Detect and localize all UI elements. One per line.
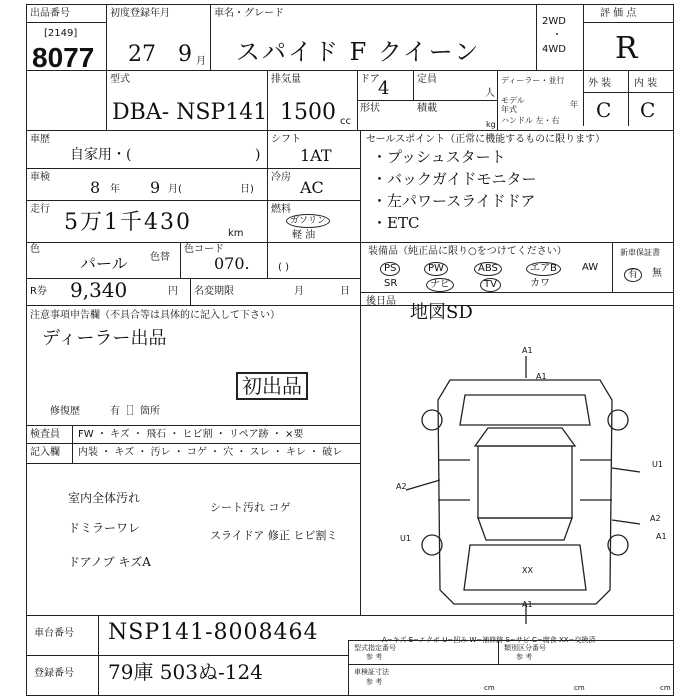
capacity-unit: 人 — [485, 88, 495, 99]
equip-ps: PS — [380, 262, 400, 276]
sales-point: ・バックガイドモニター — [372, 170, 537, 188]
model-name: スパイド F クイーン — [236, 38, 481, 66]
reg-label: 登録番号 — [34, 668, 74, 679]
size-label: 車検証寸法 — [354, 668, 389, 676]
equip-aw: AW — [582, 262, 599, 273]
equip-pw: PW — [424, 262, 448, 276]
color-label: 色 — [30, 244, 40, 255]
lot-label: 出品番号 — [30, 8, 70, 19]
fuel-label: 燃料 — [271, 204, 291, 215]
damage-mark: U1 — [400, 534, 411, 543]
inspection-year-suffix: 年 — [110, 184, 120, 195]
fuel-paren: ( ) — [278, 262, 289, 273]
remark: ドアノブ キズA — [68, 555, 151, 569]
equip-leather: カワ — [530, 278, 550, 289]
after-label: 後日品 — [366, 296, 396, 307]
grade-label: 評 価 点 — [600, 8, 637, 19]
type-label: 型式 — [110, 74, 130, 85]
chassis-value: NSP141-8008464 — [108, 620, 319, 645]
class-label: 類別区分番号 — [504, 644, 546, 652]
doors-label: ドア — [360, 74, 380, 85]
notes-value: ディーラー出品 — [42, 328, 167, 349]
size-unit: cm — [484, 684, 495, 692]
fuel-gasoline: ガソリン — [286, 214, 330, 228]
shift-label: シフト — [271, 134, 301, 145]
drive-dot: ・ — [552, 30, 562, 41]
remark: 室内全体汚れ — [68, 491, 141, 505]
recycle-unit: 円 — [168, 286, 178, 297]
remark: シート汚れ コゲ — [210, 501, 291, 514]
history-close: ) — [255, 147, 261, 163]
handle-label: ハンドル 左・右 — [501, 116, 560, 125]
interior-label: 内 装 — [634, 78, 658, 89]
history-label: 車歴 — [30, 134, 50, 145]
capacity-label: 定員 — [417, 74, 437, 85]
lot-sub: [2149] — [44, 28, 78, 39]
model-year-unit: 年 — [570, 100, 578, 109]
ac-value: AC — [300, 178, 324, 197]
recycle-value: 9,340 — [70, 278, 128, 302]
color-code-value: 070. — [214, 254, 250, 273]
load-unit: kg — [486, 120, 496, 129]
size-unit: cm — [574, 684, 585, 692]
first-reg-label: 初度登録年月 — [110, 8, 170, 19]
damage-mark: A2 — [650, 514, 661, 523]
damage-mark: U1 — [652, 460, 663, 469]
drive-2wd: 2WD — [542, 16, 566, 27]
inspector-items: FW ・ キズ ・ 飛石 ・ ヒビ割 ・ リペア跡 ・ ×要 — [78, 429, 304, 440]
sales-point: ・左パワースライドドア — [372, 192, 536, 210]
ac-label: 冷房 — [271, 172, 291, 183]
warranty-no: 無 — [652, 268, 662, 279]
displacement-label: 排気量 — [271, 74, 301, 85]
first-reg-year: 27 — [128, 42, 156, 67]
repair-label: 修復歴 — [50, 406, 80, 417]
shift-value: 1AT — [300, 146, 332, 165]
inspection-month: 9 — [150, 178, 161, 197]
drive-4wd: 4WD — [542, 44, 566, 55]
inspector-label: 検査員 — [30, 429, 60, 440]
equip-navi: ナビ — [426, 278, 454, 292]
first-listing-stamp: 初出品 — [236, 372, 308, 400]
mileage-unit: km — [228, 228, 244, 239]
equip-airbag: エアB — [526, 262, 561, 276]
color-code-label: 色コード — [184, 244, 224, 255]
damage-mark: A1 — [536, 372, 547, 381]
load-label: 積載 — [417, 103, 437, 114]
expiry-month: 月 — [294, 286, 304, 297]
grade-value: R — [615, 31, 638, 66]
sales-label: セールスポイント（正常に機能するものに限ります） — [366, 134, 606, 145]
mileage-value: 5万1千430 — [64, 210, 192, 235]
inspection-day-suffix: 日) — [240, 184, 254, 195]
repair-close: ］箇所 — [130, 406, 160, 417]
recycle-label: R券 — [30, 286, 47, 297]
equipment-label: 装備品（純正品に限り○をつけてください） — [368, 246, 567, 257]
damage-legend: A−キズ E−エクボ U−凹み W−補修跡 S−サビ C−腐食 XX−交換済 — [382, 636, 596, 644]
interior-grade: C — [640, 98, 656, 122]
damage-mark: A2 — [396, 482, 407, 491]
model-type-label: 型式指定番号 — [354, 644, 396, 652]
color-no-label: 色替 — [150, 252, 170, 263]
warranty-label: 新車保証書 — [620, 248, 660, 257]
inspection-year: 8 — [90, 178, 101, 197]
class-sub: 参 考 — [516, 653, 533, 661]
size-sub: 参 考 — [366, 678, 383, 686]
writer-label: 記入欄 — [30, 447, 60, 458]
dealer-label: ディーラー・並行 — [501, 76, 565, 85]
inspection-label: 車検 — [30, 172, 50, 183]
notes-label: 注意事項申告欄（不具合等は具体的に記入して下さい） — [30, 310, 280, 321]
model-name-label: 車名・グレード — [214, 8, 284, 19]
size-unit: cm — [660, 684, 671, 692]
model-type-sub: 参 考 — [366, 653, 383, 661]
history-value: 自家用・( — [70, 147, 132, 163]
reg-value: 79庫 503ぬ-124 — [108, 660, 263, 684]
color-value: パール — [80, 254, 128, 273]
month-suffix: 月 — [196, 56, 206, 67]
mileage-label: 走行 — [30, 204, 50, 215]
remark: ドミラーワレ — [68, 521, 141, 535]
damage-mark: A1 — [522, 600, 533, 609]
doors-value: 4 — [378, 78, 390, 99]
sales-point: ・ETC — [372, 214, 420, 232]
damage-mark: A1 — [522, 346, 533, 355]
type-value: DBA- NSP141 — [112, 100, 268, 125]
shape-label: 形状 — [360, 103, 380, 114]
inspection-month-suffix: 月( — [168, 184, 182, 195]
writer-items: 内装 ・ キズ ・ 汚レ ・ コゲ ・ 穴 ・ スレ ・ キレ ・ 破レ — [78, 447, 343, 458]
expiry-day: 日 — [340, 286, 350, 297]
equip-sr: SR — [384, 278, 398, 289]
chassis-label: 車台番号 — [34, 628, 74, 639]
after-value: 地図SD — [410, 302, 473, 323]
exterior-label: 外 装 — [588, 78, 612, 89]
exterior-grade: C — [596, 98, 612, 122]
displacement-unit: cc — [340, 116, 351, 127]
warranty-yes: 有 — [624, 268, 642, 282]
displacement-value: 1500 — [280, 100, 336, 125]
damage-mark: XX — [522, 566, 533, 575]
expiry-label: 名変期限 — [194, 286, 234, 297]
equip-tv: TV — [480, 278, 501, 292]
fuel-diesel: 軽 油 — [292, 230, 316, 241]
equip-abs: ABS — [474, 262, 502, 276]
model-year-label: モデル 年式 — [501, 96, 525, 114]
damage-mark: A1 — [656, 532, 667, 541]
lot-number: 8077 — [32, 42, 95, 73]
remark: スライドア 修正 ヒビ割ミ — [210, 529, 338, 542]
first-reg-month: 9 — [178, 42, 192, 67]
sales-point: ・プッシュスタート — [372, 148, 506, 166]
repair-value: 有［ — [110, 406, 130, 417]
